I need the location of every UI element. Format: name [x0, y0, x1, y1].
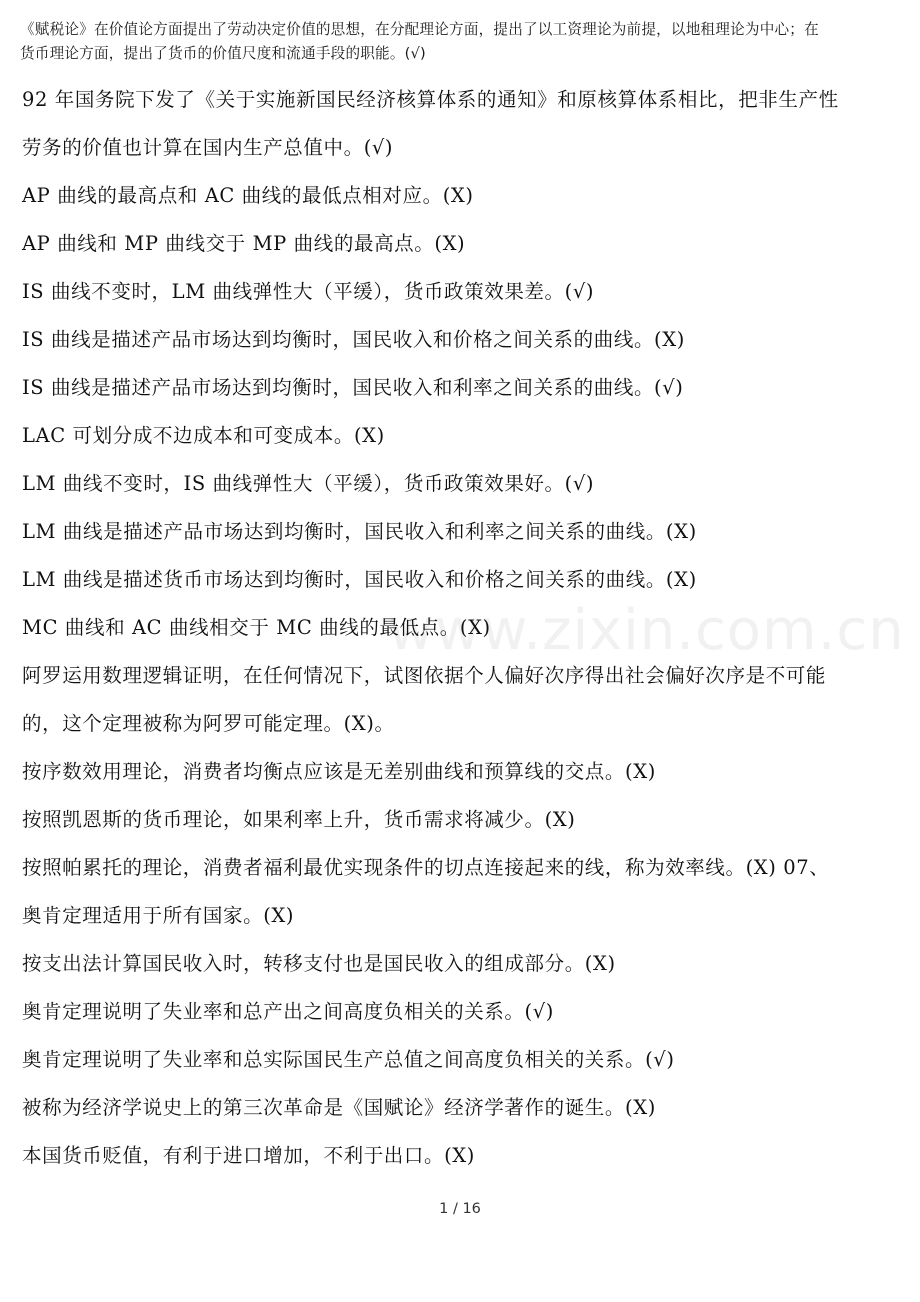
text-line: 本国货币贬值，有利于进口增加，不利于出口。(X): [22, 1144, 475, 1167]
text-line: MC 曲线和 AC 曲线相交于 MC 曲线的最低点。(X): [22, 616, 491, 639]
text-line: LM 曲线是描述产品市场达到均衡时，国民收入和利率之间关系的曲线。(X): [22, 520, 697, 543]
text-line: LM 曲线不变时，IS 曲线弹性大（平缓），货币政策效果好。(√): [22, 472, 595, 495]
text-line: IS 曲线是描述产品市场达到均衡时，国民收入和价格之间关系的曲线。(X): [22, 328, 685, 351]
text-line: IS 曲线不变时，LM 曲线弹性大（平缓），货币政策效果差。(√): [22, 280, 595, 303]
text-line: 被称为经济学说史上的第三次革命是《国赋论》经济学著作的诞生。(X): [22, 1096, 656, 1119]
page-number: 1 / 16: [439, 1201, 481, 1217]
text-line: 按照帕累托的理论，消费者福利最优实现条件的切点连接起来的线，称为效率线。(X) 07、: [22, 856, 830, 879]
text-line: 按支出法计算国民收入时，转移支付也是国民收入的组成部分。(X): [22, 952, 616, 975]
text-line: 奥肯定理说明了失业率和总产出之间高度负相关的关系。(√): [22, 1000, 554, 1023]
intro-line-1: 《赋税论》在价值论方面提出了劳动决定价值的思想，在分配理论方面，提出了以工资理论为前提，以地租理论为中心；在: [20, 21, 819, 38]
text-line: AP 曲线和 MP 曲线交于 MP 曲线的最高点。(X): [22, 232, 466, 255]
text-line: 劳务的价值也计算在国内生产总值中。(√): [22, 136, 394, 159]
text-line: LM 曲线是描述货币市场达到均衡时，国民收入和价格之间关系的曲线。(X): [22, 568, 697, 591]
text-line: 按序数效用理论，消费者均衡点应该是无差别曲线和预算线的交点。(X): [22, 760, 656, 783]
text-line: 的，这个定理被称为阿罗可能定理。(X)。: [22, 712, 395, 735]
intro-line-2: 货币理论方面，提出了货币的价值尺度和流通手段的职能。(√): [20, 45, 426, 62]
intro-paragraph: [20, 18, 905, 66]
text-line: IS 曲线是描述产品市场达到均衡时，国民收入和利率之间关系的曲线。(√): [22, 376, 684, 399]
text-line: 阿罗运用数理逻辑证明，在任何情况下，试图依据个人偏好次序得出社会偏好次序是不可能: [22, 664, 827, 687]
text-line: LAC 可划分成不边成本和可变成本。(X): [22, 424, 385, 447]
text-line: 92 年国务院下发了《关于实施新国民经济核算体系的通知》和原核算体系相比，把非生产性: [22, 88, 839, 111]
text-line: AP 曲线的最高点和 AC 曲线的最低点相对应。(X): [22, 184, 474, 207]
text-line: 按照凯恩斯的货币理论，如果利率上升，货币需求将减少。(X): [22, 808, 576, 831]
text-line: 奥肯定理适用于所有国家。(X): [22, 904, 295, 927]
text-line: 奥肯定理说明了失业率和总实际国民生产总值之间高度负相关的关系。(√): [22, 1048, 675, 1071]
watermark: www.zixin.com.cn: [388, 598, 905, 663]
